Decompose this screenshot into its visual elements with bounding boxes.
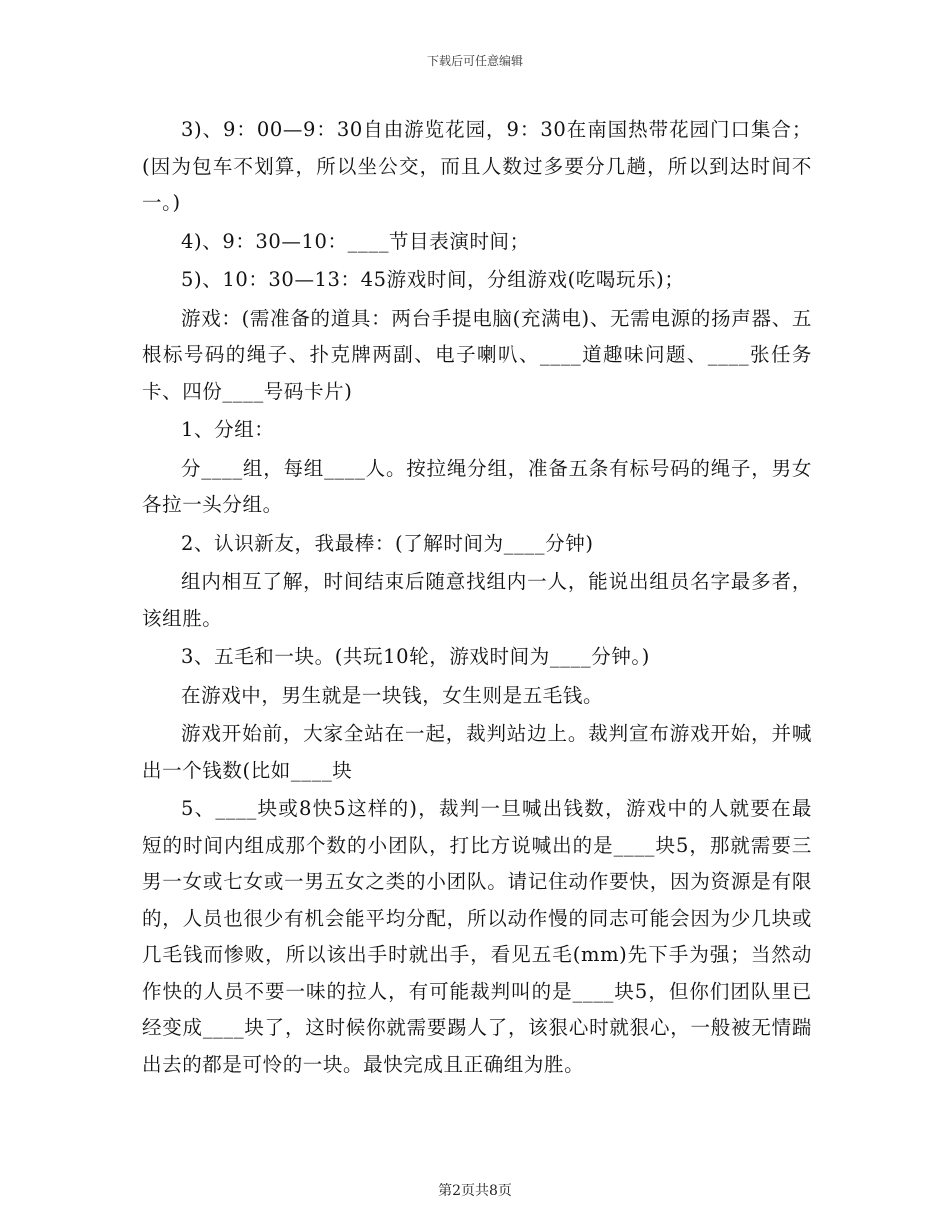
paragraph-schedule-5: 5)、10：30—13：45游戏时间，分组游戏(吃喝玩乐)；: [181, 268, 685, 291]
paragraph-schedule-3: 3)、9：00—9：30自由游览花园，9：30在南国热带花园门口集合；(因为包车不划算，所以坐公交，而且人数过多要分几趟，所以到达时间不一。): [142, 118, 812, 214]
page-footer: 第2页共8页: [438, 1183, 512, 1199]
paragraph-meet-friends-desc: 组内相互了解，时间结束后随意找组内一人，能说出组员名字最多者，该组胜。: [142, 570, 812, 630]
document-body: [142, 112, 812, 1083]
page-header: 下载后可任意编辑: [426, 54, 523, 68]
paragraph-meet-friends-title: 2、认识新友，我最棒：(了解时间为____分钟): [181, 531, 594, 555]
paragraph-money-game-title: 3、五毛和一块。(共玩10轮，游戏时间为____分钟。): [181, 645, 650, 668]
paragraph-schedule-4: 4)、9：30—10：____节目表演时间；: [181, 229, 530, 253]
paragraph-grouping-desc: 分____组，每组____人。按拉绳分组，准备五条有标号码的绳子，男女各拉一头分组。: [142, 456, 812, 516]
paragraph-money-game-detail: 5、____块或8快5这样的)，裁判一旦喊出钱数，游戏中的人就要在最短的时间内组成那个数的小团队，打比方说喊出的是____块5，那就需要三男一女或七女或一男五女之类的小团队。请记住动作要快，因为资源是有限的，人员也很少有机会能平均分配，所以动作慢的同志可能会因为少几块或几毛钱而惨败，所以该出手时就出手，看见五毛(mm)先下手为强；当然动作快的人员不要一味的拉人，有可能裁判叫的是____块5，但你们团队里已经变成____块了，这时候你就需要踢人了，该狠心时就狠心，一般被无情踹出去的都是可怜的一块。最快完成且正确组为胜。: [142, 797, 812, 1076]
paragraph-money-game-start: 游戏开始前，大家全站在一起，裁判站边上。裁判宣布游戏开始，并喊出一个钱数(比如____块: [142, 722, 812, 782]
paragraph-money-game-rule: 在游戏中，男生就是一块钱，女生则是五毛钱。: [181, 683, 604, 707]
paragraph-grouping-title: 1、分组：: [181, 418, 275, 441]
paragraph-game-props: 游戏：(需准备的道具：两台手提电脑(充满电)、无需电源的扬声器、五根标号码的绳子、扑克牌两副、电子喇叭、____道趣味问题、____张任务卡、四份____号码卡片): [142, 306, 812, 403]
